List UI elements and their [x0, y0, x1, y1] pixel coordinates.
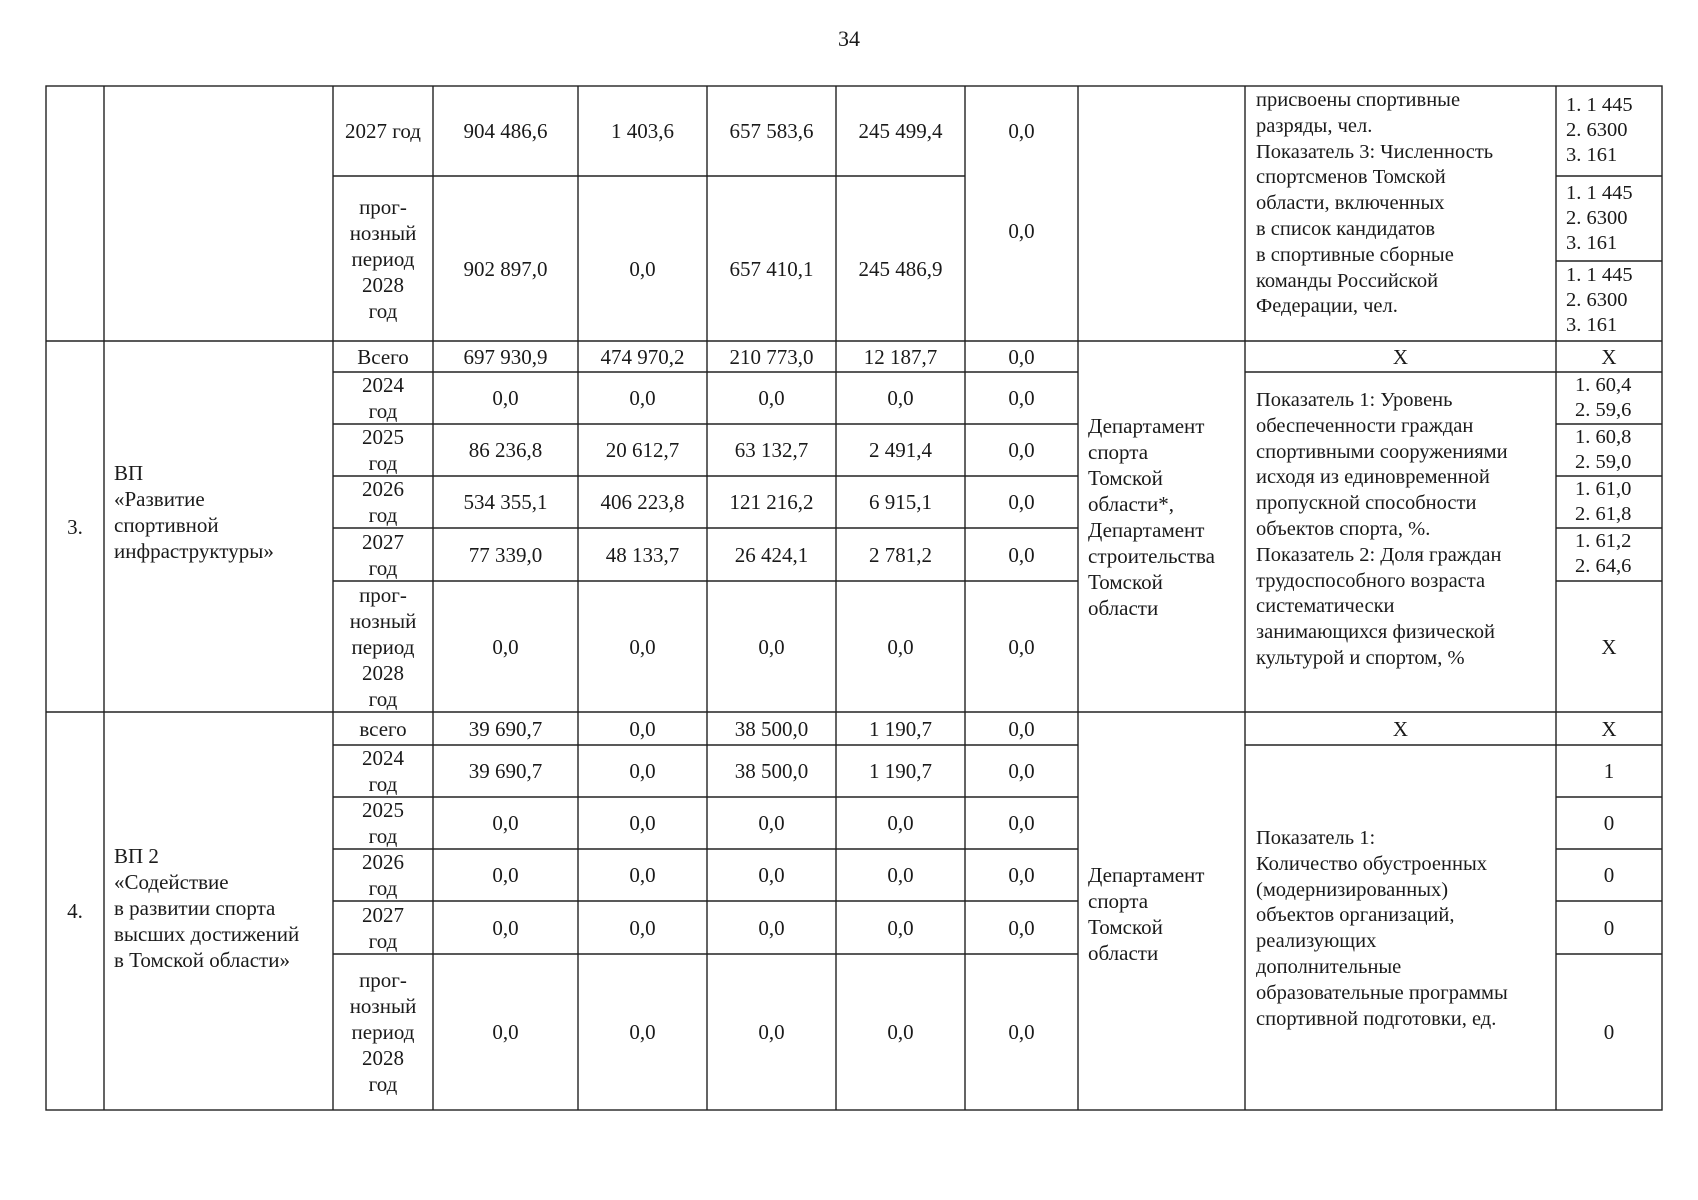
- value-cell: 0,0: [629, 811, 656, 835]
- target-value: 0: [1603, 1020, 1615, 1044]
- value-cell: 245 486,9: [858, 256, 943, 281]
- value-cell: 245 499,4: [858, 119, 943, 143]
- target-values: 1. 60,8 2. 59,0: [1575, 426, 1632, 473]
- period-cell: 2027 год: [362, 529, 404, 580]
- value-cell: 0,0: [758, 915, 785, 940]
- value-cell: 0,0: [629, 1020, 656, 1044]
- value-cell: 0,0: [758, 386, 785, 410]
- value-cell: 0,0: [887, 863, 914, 887]
- value-cell: 0,0: [1008, 438, 1035, 462]
- x-mark: X: [1601, 344, 1617, 369]
- value-cell: 0,0: [758, 634, 785, 659]
- value-cell: 0,0: [492, 1020, 519, 1044]
- value-cell: 86 236,8: [468, 438, 543, 462]
- value-cell: 0,0: [887, 915, 914, 940]
- value-cell: 697 930,9: [463, 344, 548, 369]
- period-cell: 2027 год: [362, 902, 404, 953]
- value-cell: 0,0: [492, 386, 519, 410]
- value-cell: 26 424,1: [734, 542, 809, 567]
- value-cell: 0,0: [1008, 386, 1035, 410]
- value-cell: 657 583,6: [729, 119, 814, 143]
- period-cell: 2026 год: [362, 477, 404, 527]
- subprogram-name: ВП 2 «Содействие в развитии спорта высших достижений в Томской области»: [114, 844, 300, 972]
- value-cell: 12 187,7: [863, 344, 938, 369]
- value-cell: 0,0: [887, 634, 914, 659]
- period-cell: Всего: [357, 344, 409, 369]
- period-cell: 2026 год: [362, 850, 404, 900]
- value-cell: 0,0: [492, 811, 519, 835]
- period-cell: 2024 год: [362, 746, 404, 796]
- subprogram-name: ВП «Развитие спортивной инфраструктуры»: [114, 460, 274, 563]
- value-cell: 0,0: [1008, 344, 1035, 369]
- value-cell: 0,0: [492, 634, 519, 659]
- value-cell: 0,0: [1008, 542, 1035, 567]
- x-mark: X: [1392, 344, 1409, 369]
- period-cell: прог- нозный период 2028 год: [349, 194, 417, 323]
- value-cell: 39 690,7: [468, 716, 543, 741]
- target-value: 0: [1603, 811, 1615, 835]
- period-cell: 2027 год: [345, 119, 421, 143]
- value-cell: 406 223,8: [600, 490, 685, 514]
- value-cell: 0,0: [887, 1020, 914, 1044]
- value-cell: 0,0: [1008, 1020, 1035, 1044]
- target-value: 1: [1603, 759, 1615, 783]
- indicator-text: Показатель 1: Уровень обеспеченности граждан спортивными сооружениями исходя из единовременной пропускной способности объектов спорта, %. Показатель 2: Доля граждан трудоспособного возраста систематически занимающихся физической культурой и спортом, %: [1256, 389, 1508, 669]
- value-cell: 0,0: [1008, 219, 1035, 243]
- x-mark: X: [1392, 716, 1409, 741]
- value-cell: 904 486,6: [463, 119, 548, 143]
- value-cell: 0,0: [1008, 759, 1035, 783]
- target-values: 1. 1 445 2. 6300 3. 161: [1566, 94, 1633, 166]
- row-number: 4.: [67, 899, 83, 923]
- period-cell: прог- нозный период 2028 год: [349, 968, 417, 1096]
- value-cell: 48 133,7: [605, 542, 680, 567]
- target-values: 1. 61,2 2. 64,6: [1575, 530, 1632, 577]
- value-cell: 0,0: [758, 1020, 785, 1044]
- value-cell: 1 403,6: [611, 119, 674, 143]
- x-mark: X: [1601, 634, 1617, 659]
- x-mark: X: [1601, 716, 1617, 741]
- period-cell: прог- нозный период 2028 год: [349, 582, 417, 711]
- value-cell: 20 612,7: [605, 438, 680, 462]
- value-cell: 0,0: [492, 915, 519, 940]
- value-cell: 0,0: [629, 759, 656, 783]
- value-cell: 38 500,0: [734, 716, 809, 741]
- value-cell: 902 897,0: [463, 256, 548, 281]
- value-cell: 0,0: [758, 811, 785, 835]
- value-cell: 2 781,2: [869, 542, 932, 567]
- value-cell: 2 491,4: [869, 438, 932, 462]
- target-values: 1. 1 445 2. 6300 3. 161: [1566, 182, 1633, 254]
- target-value: 0: [1603, 915, 1615, 940]
- target-values: 1. 61,0 2. 61,8: [1575, 478, 1632, 525]
- value-cell: 0,0: [629, 915, 656, 940]
- value-cell: 6 915,1: [869, 490, 932, 514]
- indicator-text: присвоены спортивные разряды, чел. Показатель 3: Численность спортсменов Томской области, включенных в список кандидатов в спортивные сборные команды Российской Федерации, чел.: [1256, 89, 1494, 318]
- value-cell: 0,0: [1008, 863, 1035, 887]
- value-cell: 38 500,0: [734, 759, 809, 783]
- indicator-text: Показатель 1: Количество обустроенных (модернизированных) объектов организаций, реализующих дополнительные образовательные программы спортивной подготовки, ед.: [1256, 827, 1508, 1030]
- page-number: 34: [838, 26, 860, 51]
- period-cell: 2024 год: [362, 373, 404, 423]
- target-values: 1. 60,4 2. 59,6: [1575, 374, 1632, 421]
- period-cell: 2025 год: [362, 798, 404, 848]
- value-cell: 210 773,0: [729, 344, 814, 369]
- value-cell: 121 216,2: [729, 490, 814, 514]
- value-cell: 0,0: [1008, 490, 1035, 514]
- value-cell: 0,0: [492, 863, 519, 887]
- value-cell: 0,0: [629, 256, 656, 281]
- value-cell: 0,0: [1008, 634, 1035, 659]
- executor-cell: Департамент спорта Томской области*, Департамент строительства Томской области: [1088, 413, 1216, 620]
- value-cell: 534 355,1: [463, 490, 548, 514]
- target-values: 1. 1 445 2. 6300 3. 161: [1566, 264, 1633, 336]
- value-cell: 0,0: [758, 863, 785, 887]
- target-value: 0: [1603, 863, 1615, 887]
- value-cell: 0,0: [1008, 811, 1035, 835]
- value-cell: 0,0: [887, 811, 914, 835]
- value-cell: 1 190,7: [869, 759, 932, 783]
- value-cell: 657 410,1: [729, 256, 814, 281]
- value-cell: 0,0: [1008, 716, 1035, 741]
- value-cell: 77 339,0: [468, 542, 543, 567]
- row-number: 3.: [67, 514, 83, 539]
- value-cell: 474 970,2: [600, 344, 685, 369]
- value-cell: 0,0: [887, 386, 914, 410]
- period-cell: всего: [359, 716, 407, 741]
- period-cell: 2025 год: [362, 425, 404, 475]
- value-cell: 0,0: [1008, 119, 1035, 143]
- executor-cell: Департамент спорта Томской области: [1088, 863, 1205, 965]
- value-cell: 1 190,7: [869, 716, 932, 741]
- value-cell: 39 690,7: [468, 759, 543, 783]
- value-cell: 0,0: [629, 716, 656, 741]
- value-cell: 0,0: [629, 386, 656, 410]
- value-cell: 0,0: [1008, 915, 1035, 940]
- value-cell: 0,0: [629, 863, 656, 887]
- value-cell: 0,0: [629, 634, 656, 659]
- value-cell: 63 132,7: [734, 438, 809, 462]
